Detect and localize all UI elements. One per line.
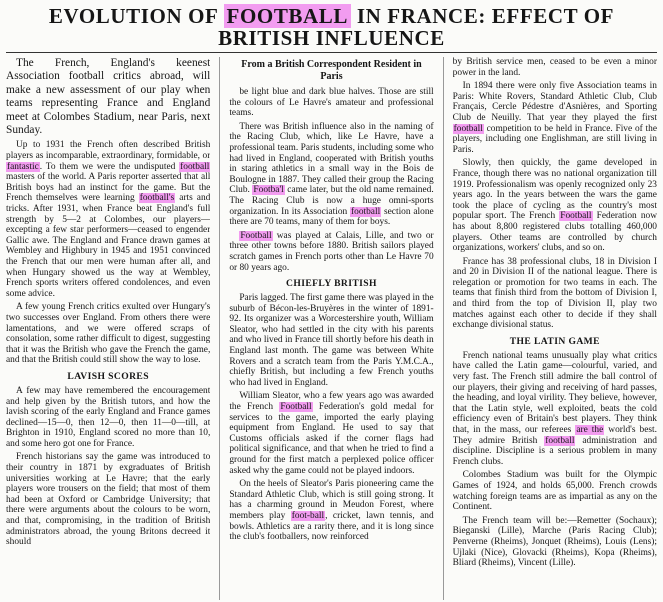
paragraph: French national teams unusually play what critics have called the Latin game—colourful, varied, and very fast. The French still admire the ball control of our players, their giving and receiving of hard passes, the heading, and loyal virility. They believe, however, that the Latin style, well exploited, beats the cold efficiency even of Britain's best players. They think that, in the mass, our referees are the world's best. They admire British football administration and discipline. Discipline is a serious problem in many French clubs.	[452, 350, 657, 467]
headline-highlight: FOOTBALL	[224, 4, 352, 28]
column-1	[6, 57, 210, 600]
subheading-lavish-scores: LAVISH SCORES	[67, 370, 149, 382]
highlight: Footba'l	[253, 185, 284, 196]
paragraph: France has 38 professional clubs, 18 in Division I and 20 in Division II of the national league. There is relegation or promotion for two teams in each. The teams that finish third from the bottom of Division I, and third from the top of Division II, play two matches against each other to decide if they shall exchange divisional status.	[452, 256, 657, 331]
highlight: Football	[560, 211, 592, 222]
paragraph: be light blue and dark blue halves. Those are still the colours of Le Havre's amateur and professional teams.	[229, 87, 434, 119]
highlight: fantastic	[7, 161, 39, 172]
highlight: football	[180, 161, 210, 172]
highlight: Football	[280, 402, 312, 413]
paragraph: Slowly, then quickly, the game developed in France, though there was no national organization till 1919. Professionalism was openly recognized only 23 years ago. In the years between the wars the game took the place of cycling as the country's most popular sport. The French Football Federation now has about 8,800 registered clubs totalling 460,000 players. Other teams are controlled by church organizations, workers' clubs, and so on.	[452, 158, 657, 254]
paragraph: A few young French critics exulted over Hungary's two successes over England. From others there were lamentations, and we were offered scraps of consolation, some rather difficult to digest, suggesting that it was the British who gave the French the game, and that the British could still show the way to lose.	[6, 302, 211, 366]
headline-pre: EVOLUTION OF	[48, 4, 224, 28]
paragraph: by British service men, ceased to be even a minor power in the land.	[452, 57, 657, 78]
column-divider	[219, 57, 220, 600]
highlight: football	[351, 206, 381, 217]
paragraph: Colombes Stadium was built for the Olympic Games of 1924, and holds 65,000. French crowds watching foreign teams are as impartial as any on the Continent.	[452, 470, 657, 513]
byline: From a British Correspondent Resident in Paris	[241, 59, 422, 82]
paragraph: The French team will be:—Remetter (Sochaux); Bieganski (Lille), Marche (Paris Racing Club); Penverne (Rheims), Jonquet (Rheims), Louis (Lens); Ujlaki (Nice), Glovacki (Rheims), Kopa (Rheims), Bliard (Rheims), Vincent (Lille).	[452, 515, 657, 569]
highlight: Football	[240, 230, 272, 241]
subheading-latin-game: THE LATIN GAME	[509, 335, 600, 347]
paragraph: There was British influence also in the naming of the Racing Club, which, like Le Havre, have a professional team. Paris students, including some who had lived in England, cooperated with British youths in staring athletics in a small way in the Bois de Boulogne in 1887. They called their group the Racing Club. Footba'l came later, but the old name remained. The Racing Club is now a huge omni-sports organization. In its Association football section alone there are 70 teams, many of them for boys.	[229, 121, 434, 228]
paragraph: Paris lagged. The first game there was played in the suburb of Bécon-les-Bruyères in the winter of 1891-92. Its organizer was a Worcestershire youth, William Sleator, who had settled in the city with his parents and who lived in France till shortly before his death in England last month. The game was between White Rovers and a scratch team from the Paris Y.M.C.A., chiefly British, but including a few French youths who had lived in England.	[229, 293, 434, 388]
lead-paragraph: The French, England's keenest Association football critics abroad, will make a new assessment of our play when teams representing France and England meet at Colombes Stadium, near Paris, next Sunday.	[6, 57, 211, 137]
paragraph: Football was played at Calais, Lille, and two or three other towns before 1880. British sailors played scratch games in French ports other than Le Havre 70 or 80 years ago.	[229, 230, 434, 273]
headline-rule	[6, 52, 657, 53]
column-divider	[443, 57, 444, 600]
subheading-chiefly-british: CHIEFLY BRITISH	[286, 278, 377, 290]
column-2	[229, 57, 433, 600]
article-columns	[6, 57, 657, 600]
column-3	[453, 57, 657, 600]
paragraph: In 1894 there were only five Association teams in Paris: White Rovers, Standard Athletic Club, Club Français, Cercle Pédestre d'Asnières, and Sporting Club de Neuilly. That year they played the first football competition to be held in France. Five of the players, including one Englishman, are still living in Paris.	[452, 81, 657, 155]
highlight: football	[453, 123, 483, 134]
article-headline	[6, 5, 657, 49]
highlight: are the	[576, 425, 604, 435]
headline-post: IN FRANCE: EFFECT OF BRITISH INFLUENCE	[218, 4, 615, 50]
paragraph: Up to 1931 the French often described British players as incomparable, extraordinary, formidable, or fantastic. To them we were the undisputed football masters of the world. A Paris reporter asserted that all British boys had an instinct for the game. But the French themselves were learning football's arts and tricks. After 1931, when France beat England's full strength by 5—2 at Colombes, our players—excepting a few star performers—ceased to engender Gallic awe. The England and France drawn games at Wembley and Highbury in 1945 and 1951 convinced the French that our men were human after all, and when Hungary showed us the way at Wembley, French sports writers offered condolences, and even some advice.	[6, 140, 211, 299]
highlight: football's	[139, 193, 175, 204]
paragraph: French historians say the game was introduced to their country in 1871 by exgraduates of British universities working at Le Havre; that the early players wore trousers on the field; that most of them had been at Oxford or Cambridge University; that there were arguments about the colours to be worn, and that, compromising, in the tradition of British administrators abroad, the young Britons decreed it should	[6, 452, 211, 548]
paragraph: William Sleator, who a few years ago was awarded the French Football Federation's gold medal for services to the game, imported the early playing equipment from England. He used to say that Customs officials asked if the corner flags had political significance, and that when he tried to find a ground for the first match a perplexed police officer asked why the game could not be played indoors.	[229, 391, 434, 476]
highlight: foot-ball	[291, 510, 325, 521]
paragraph: A few may have remembered the encouragement and help given by the British tutors, and how the lavish scoring of the early England and France games declined—15—0, then 12—0, then 11—0—till, at Brighton in 1910, England scored no more than 10, and some hero got one for France.	[6, 385, 211, 449]
paragraph: On the heels of Sleator's Paris pioneering came the Standard Athletic Club, which is still going strong. It has a charming ground in Meudon Forest, where members play foot-ball, cricket, lawn tennis, and bowls. Athletics are a rarity there, and it is long since the club's footballers, now reinforced	[229, 479, 434, 543]
highlight: football	[545, 435, 575, 446]
